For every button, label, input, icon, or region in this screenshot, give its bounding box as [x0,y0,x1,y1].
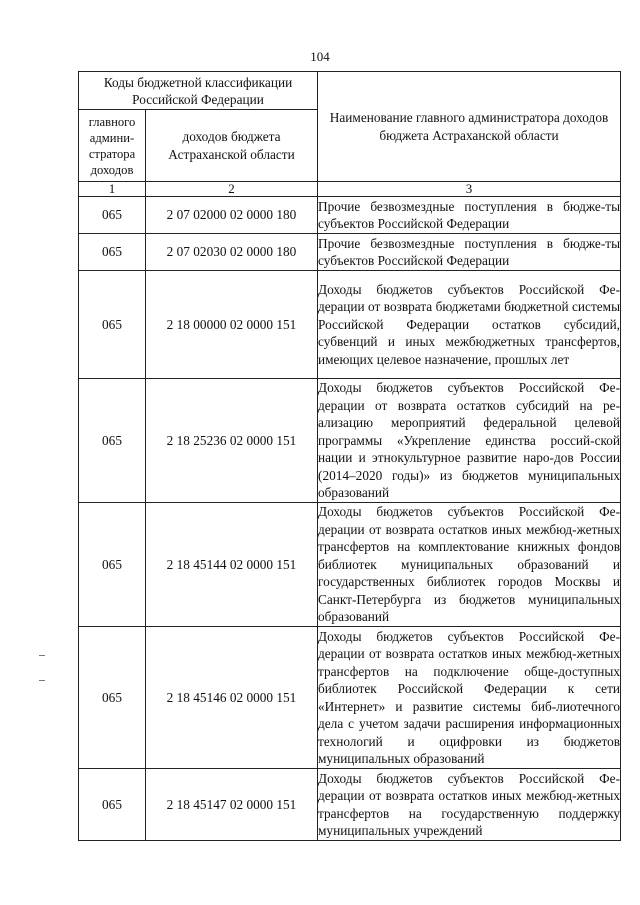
admin-code: 065 [79,627,146,769]
income-name: Доходы бюджетов субъектов Российской Фе-дерации от возврата остатков иных межбюд-жетных трансфертов на государственную поддержку муниципальных учреждений [318,769,621,841]
table-row [79,769,621,841]
admin-code: 065 [79,271,146,379]
table-row [79,503,621,627]
income-code: 2 18 45147 02 0000 151 [146,769,318,841]
income-name: Доходы бюджетов субъектов Российской Фе-дерации от возврата остатков субсидий на ре-ализацию мероприятий федеральной целевой программы «Укрепление единства россий-ской нации и этнокультурное развитие наро-дов России (2014–2020 годы)» из бюджетов муниципальных образований [318,379,621,503]
income-code: 2 07 02030 02 0000 180 [146,234,318,271]
income-code: 2 07 02000 02 0000 180 [146,197,318,234]
page-number: 104 [310,49,330,64]
table-row [79,627,621,769]
table-row [79,234,621,271]
income-code: 2 18 45144 02 0000 151 [146,503,318,627]
admin-code: 065 [79,234,146,271]
income-name: Доходы бюджетов субъектов Российской Фе-дерации от возврата бюджетами бюджетной системы Российской Федерации остатков субсидий, субвенций и иных межбюджетных трансфертов, имеющих целевое назначение, прошлых лет [318,271,621,379]
column-number: 3 [318,182,621,197]
header-main-administrator: главного админи-стратора доходов [79,110,146,182]
income-name: Доходы бюджетов субъектов Российской Фе-дерации от возврата остатков иных межбюд-жетных трансфертов на комплектование книжных фондов библиотек муниципальных образований и государственных библиотек городов Москвы и Санкт-Петербурга из бюджетов муниципальных образований [318,503,621,627]
table-row [79,379,621,503]
admin-code: 065 [79,503,146,627]
header-income-code: доходов бюджета Астраханской области [146,110,318,182]
margin-mark [39,655,45,656]
income-code: 2 18 25236 02 0000 151 [146,379,318,503]
admin-code: 065 [79,379,146,503]
income-name: Доходы бюджетов субъектов Российской Фе-дерации от возврата остатков иных межбюд-жетных трансфертов на подключение обще-доступных библиотек Российской Федерации к сети «Интернет» и развитие системы биб-лиотечного дела с учетом задачи расширения информационных технологий и оцифровки из бюджетов муниципальных образований [318,627,621,769]
admin-code: 065 [79,769,146,841]
income-code: 2 18 45146 02 0000 151 [146,627,318,769]
header-administrator-name: Наименование главного администратора доходов бюджета Астраханской области [318,72,621,182]
income-name: Прочие безвозмездные поступления в бюдже-ты субъектов Российской Федерации [318,197,621,234]
income-code: 2 18 00000 02 0000 151 [146,271,318,379]
income-name: Прочие безвозмездные поступления в бюдже-ты субъектов Российской Федерации [318,234,621,271]
column-number: 1 [79,182,146,197]
budget-classification-table [78,71,621,841]
column-number: 2 [146,182,318,197]
table-row [79,197,621,234]
margin-mark [39,680,45,681]
table-row [79,271,621,379]
admin-code: 065 [79,197,146,234]
header-codes-group: Коды бюджетной классификации Российской Федерации [79,72,318,110]
